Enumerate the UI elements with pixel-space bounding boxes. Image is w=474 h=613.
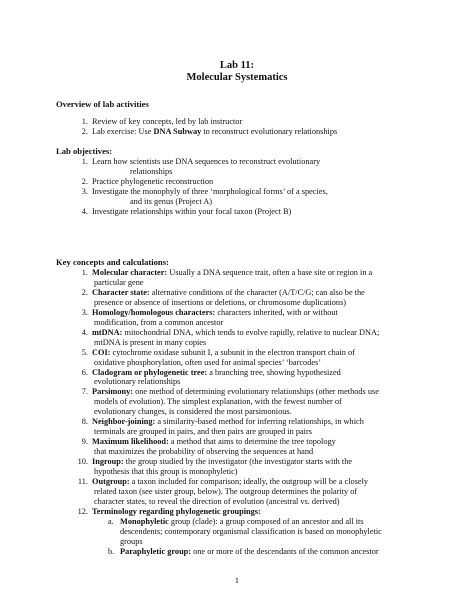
concept-term: Character state:	[92, 287, 150, 297]
concept-continuation: presence or absence of insertions or deletions, or chromosome duplications)	[94, 297, 347, 307]
concept-term: Homology/homologous characters:	[92, 307, 216, 317]
list-item	[92, 117, 242, 127]
objective-continuation: relationships	[130, 166, 173, 176]
sub-item	[120, 547, 379, 557]
list-number: 10.	[77, 457, 88, 467]
list-number: 3.	[81, 186, 88, 196]
concept-item	[92, 417, 364, 427]
objective-item: Practice phylogenetic reconstruction	[92, 176, 214, 186]
concept-continuation: particular gene	[94, 277, 144, 287]
concept-definition: a taxon included for comparison; ideally, the outgroup will be a closely	[129, 476, 369, 486]
concept-continuation: evolutionary relationships	[94, 377, 181, 387]
concept-term: mtDNA:	[92, 327, 123, 337]
list-number: 3.	[81, 307, 88, 317]
text-run: to reconstruct evolutionary relationships	[201, 126, 338, 136]
list-number: 12.	[77, 506, 88, 516]
concept-item	[92, 437, 336, 447]
list-number: 2.	[81, 287, 88, 297]
sub-list-letter: b.	[108, 546, 115, 556]
list-number: 7.	[81, 387, 88, 397]
list-number: 1.	[81, 157, 88, 166]
sub-continuation: groups	[120, 536, 143, 546]
concept-continuation: hypothesis that this group is monophyletic)	[94, 467, 238, 476]
list-number: 1.	[81, 117, 88, 126]
list-number: 2.	[81, 126, 88, 136]
concept-definition: a branching tree, showing hypothesized	[207, 367, 341, 377]
lab-number-title: Lab 11:	[219, 60, 255, 71]
concept-continuation: oxidative phosphorylation, often used for animal species’ ‘barcodes’	[94, 357, 322, 367]
overview-heading: Overview of lab activities	[56, 99, 149, 109]
concept-definition: Usually a DNA sequence trait, often a base site or region in a	[167, 268, 373, 277]
concept-definition: alternative conditions of the character (A/T/C/G; can also be the	[149, 287, 365, 297]
concept-item	[92, 477, 368, 487]
concept-term: Neighbor-joining:	[92, 417, 156, 427]
concept-term: Cladogram or phylogenetic tree:	[92, 367, 208, 377]
list-number: 5.	[81, 347, 88, 357]
list-number: 8.	[81, 417, 88, 427]
sub-definition: group (clade): a group composed of an ancestor and all its	[168, 516, 364, 526]
objective-continuation: and its genus (Project A)	[130, 196, 213, 206]
bold-text: DNA Subway	[153, 126, 202, 136]
concept-continuation: modification, from a common ancestor	[94, 317, 224, 327]
concept-item	[92, 328, 379, 338]
concepts-heading: Key concepts and calculations:	[56, 257, 169, 267]
concept-term: Terminology regarding phylogenetic groupings:	[92, 506, 261, 516]
concept-item	[92, 268, 372, 278]
list-number: 1.	[81, 268, 88, 277]
concept-definition: a method that aims to determine the tree topology	[168, 437, 336, 447]
concept-term: Parsimony:	[92, 387, 134, 397]
concept-item	[92, 368, 341, 378]
concept-continuation: terminals are grouped in pairs, and then pairs are grouped in pairs	[94, 427, 312, 437]
objective-item: Investigate the monophyly of three ‘morphological forms’ of a species,	[92, 186, 328, 196]
list-number: 9.	[81, 437, 88, 447]
concept-definition: cytochrome oxidase subunit I, a subunit in the electron transport chain of	[110, 347, 355, 357]
concept-continuation: mtDNA is present in many copies	[94, 337, 207, 347]
list-number: 6.	[81, 367, 88, 377]
concept-definition: a similarity-based method for inferring relationships, in which	[155, 417, 364, 427]
concept-continuation: that maximizes the probability of observing the sequences at hand	[94, 447, 314, 457]
concept-item	[92, 348, 355, 358]
list-number: 4.	[81, 327, 88, 337]
concept-definition: mitochondrial DNA, which tends to evolve rapidly, relative to nuclear DNA;	[122, 327, 380, 337]
page-number: 1	[234, 576, 240, 585]
concept-continuation: related taxon (see sister group, below). The outgroup determines the polarity of	[94, 486, 358, 496]
sub-item	[120, 517, 364, 527]
objective-item: Learn how scientists use DNA sequences to reconstruct evolutionary	[92, 157, 321, 166]
concept-term: Maximum likelihood:	[92, 437, 169, 447]
list-number: 11.	[77, 476, 88, 486]
concept-continuation: evolutionary changes, is considered the most parsimonious.	[94, 407, 292, 417]
concept-item	[92, 387, 379, 397]
sub-list-letter: a.	[108, 516, 114, 526]
concept-definition: the group studied by the investigator (the investigator starts with the	[123, 457, 353, 467]
concept-term: Outgroup:	[92, 476, 130, 486]
list-number: 4.	[81, 206, 88, 216]
concept-definition: characters inherited, with or without	[215, 307, 338, 317]
lab-title: Molecular Systematics	[186, 72, 288, 83]
sub-definition: one or more of the descendants of the common ancestor	[191, 546, 379, 556]
concept-item	[92, 457, 352, 467]
text-run: Review of key concepts, led by lab instructor	[92, 117, 243, 126]
concept-term: Ingroup:	[92, 457, 124, 467]
concept-item	[92, 288, 365, 298]
concept-item	[92, 308, 338, 318]
concept-definition: one method of determining evolutionary relationships (other methods use	[133, 387, 379, 397]
concept-term: COI:	[92, 347, 111, 357]
sub-term: Monophyletic	[120, 516, 169, 526]
list-number: 2.	[81, 176, 88, 186]
concept-continuation: models of evolution). The simplest explanation, with the fewest number of	[94, 397, 342, 407]
concept-term: Molecular character:	[92, 268, 168, 277]
concept-item	[92, 507, 261, 517]
objective-item: Investigate relationships within your focal taxon (Project B)	[92, 206, 292, 216]
concept-continuation: character states, to reveal the direction of evolution (ancestral vs. derived)	[94, 496, 340, 506]
list-item	[92, 127, 337, 137]
sub-term: Paraphyletic group:	[120, 546, 192, 556]
sub-continuation: descendents; contemporary organismal classification is based on monophyletic	[120, 526, 382, 536]
objectives-heading: Lab objectives:	[56, 146, 113, 156]
text-run: Lab exercise: Use	[92, 126, 154, 136]
